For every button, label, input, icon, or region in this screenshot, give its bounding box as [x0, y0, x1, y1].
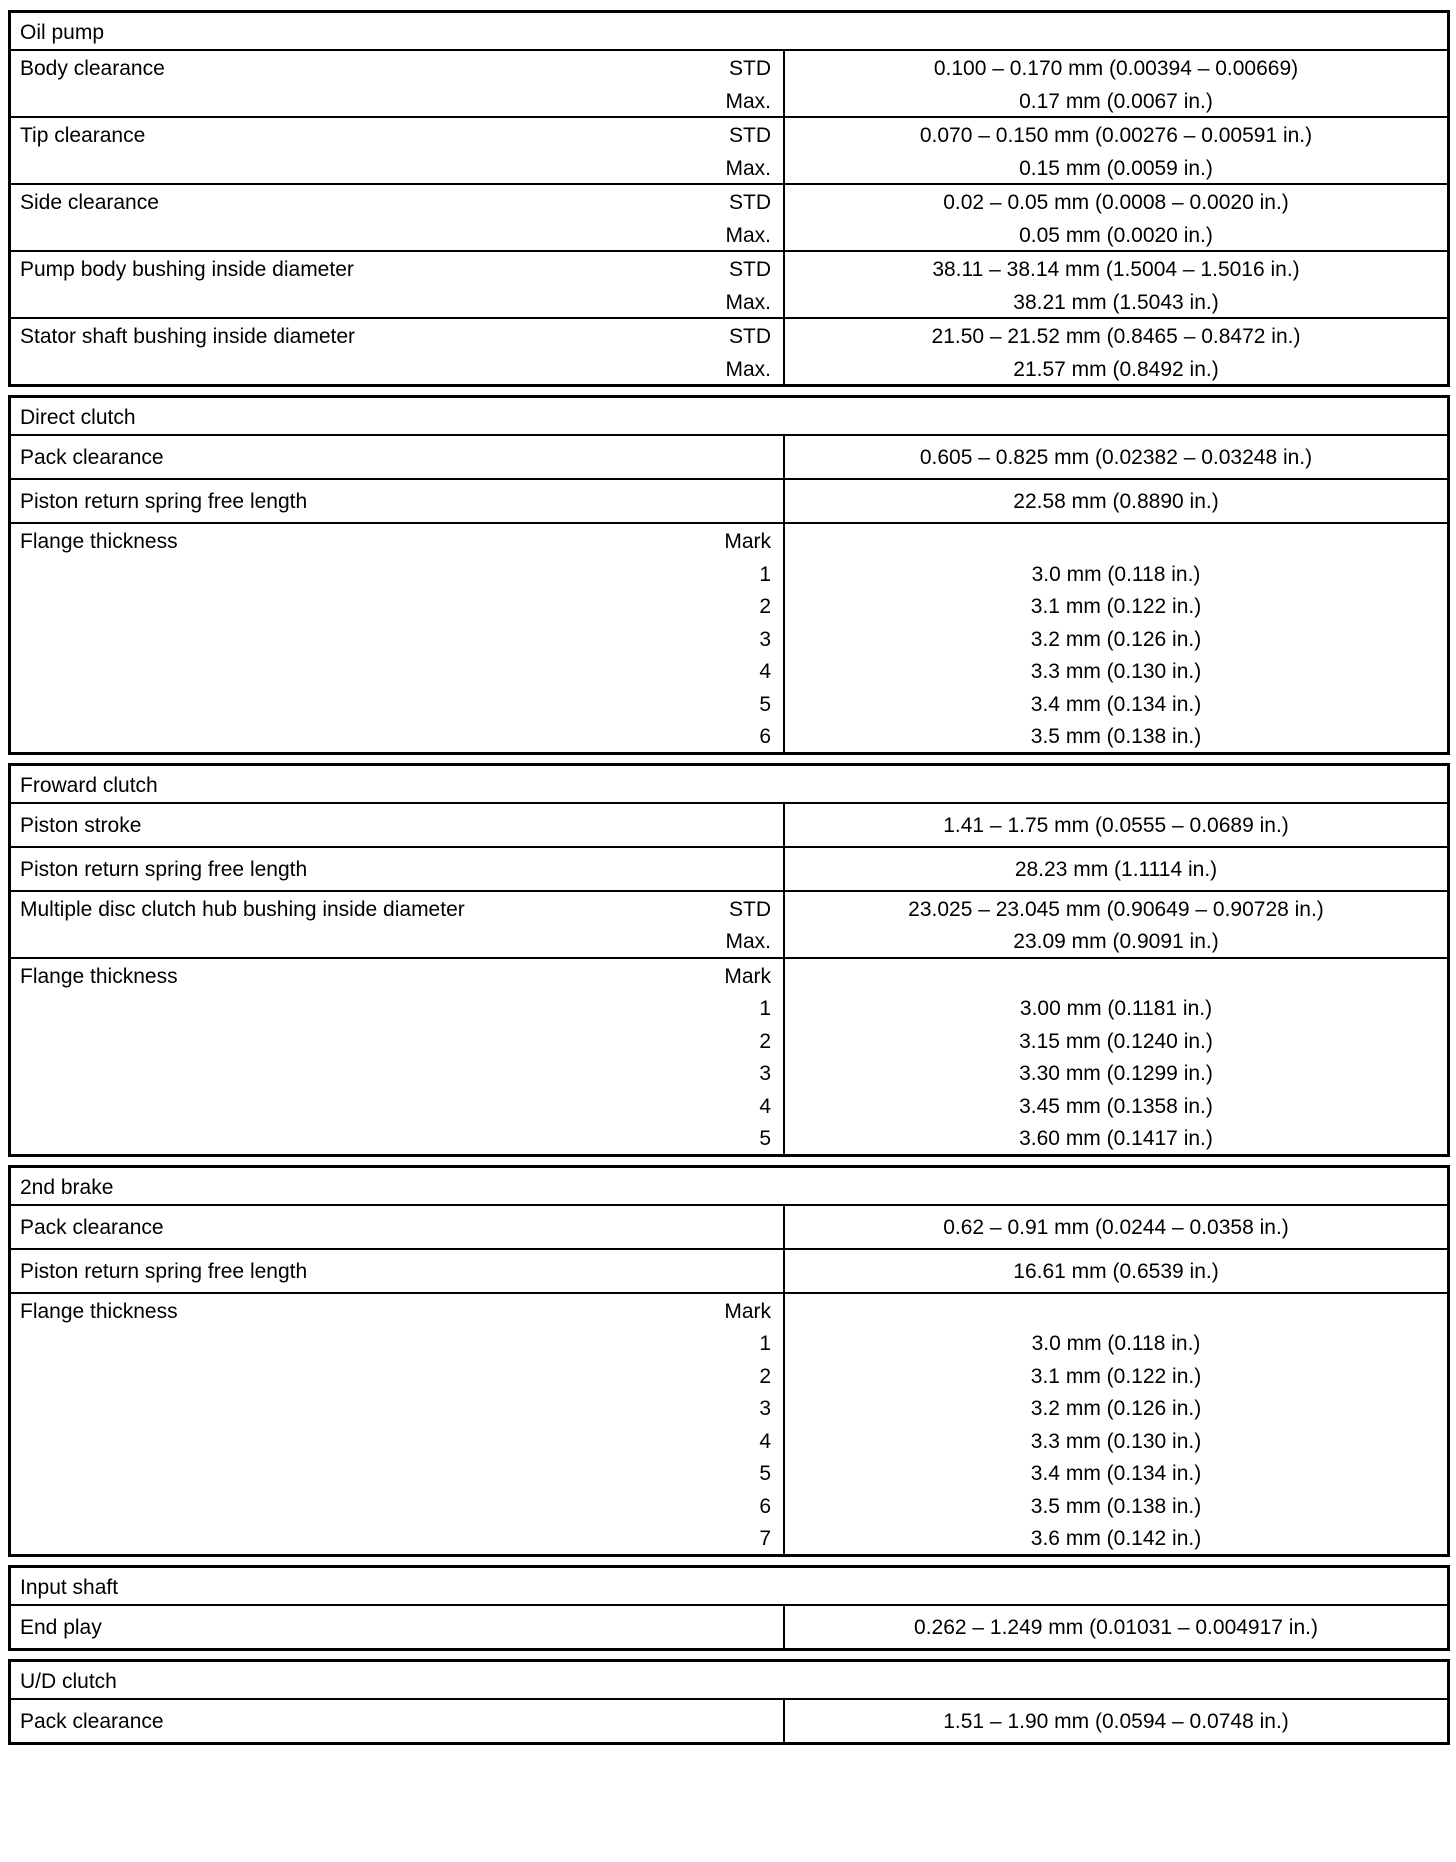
spec-value: 0.62 – 0.91 mm (0.0244 – 0.0358 in.) [943, 1215, 1289, 1239]
spec-value [785, 959, 1447, 992]
section-title: Direct clutch [11, 398, 1447, 436]
spec-condition: 3 [759, 627, 771, 651]
spec-value: 1.51 – 1.90 mm (0.0594 – 0.0748 in.) [943, 1709, 1289, 1733]
spec-row [11, 524, 1447, 752]
spec-condition: 4 [759, 1094, 771, 1118]
spec-value: 3.2 mm (0.126 in.) [1030, 1397, 1202, 1420]
spec-condition: 3 [759, 1397, 771, 1420]
spec-condition: STD [729, 124, 771, 147]
section-u-d-clutch [8, 1659, 1450, 1745]
spec-value: 3.0 mm (0.118 in.) [1031, 562, 1201, 586]
section-title: U/D clutch [11, 1662, 1447, 1700]
spec-value: 23.09 mm (0.9091 in.) [1013, 930, 1219, 953]
spec-row [11, 319, 1447, 384]
spec-value: 0.605 – 0.825 mm (0.02382 – 0.03248 in.) [919, 446, 1313, 469]
spec-value-cell [785, 959, 1447, 1154]
section-title: Froward clutch [11, 766, 1447, 804]
spec-condition: 4 [759, 1429, 771, 1453]
spec-value: 3.2 mm (0.126 in.) [1030, 627, 1202, 651]
spec-value: 3.4 mm (0.134 in.) [1030, 1462, 1202, 1485]
spec-label: Piston return spring free length [11, 848, 785, 890]
spec-row [11, 804, 1447, 848]
spec-condition: 3 [759, 1062, 771, 1085]
spec-label: Flange thickness [20, 530, 178, 553]
spec-condition: Max. [725, 357, 771, 381]
spec-label: Multiple disc clutch hub bushing inside diameter [20, 897, 465, 921]
spec-value: 0.100 – 0.170 mm (0.00394 – 0.00669) [933, 57, 1299, 80]
spec-value [785, 1294, 1447, 1327]
spec-row [11, 252, 1447, 319]
spec-value-cell [785, 319, 1447, 384]
spec-row [11, 1250, 1447, 1294]
spec-condition: Mark [724, 1299, 771, 1323]
spec-condition: Max. [725, 290, 771, 314]
spec-value: 3.6 mm (0.142 in.) [1030, 1527, 1202, 1550]
spec-condition: 2 [759, 1029, 771, 1053]
spec-value-cell [785, 252, 1447, 317]
spec-condition: STD [729, 897, 771, 921]
spec-value-cell [785, 118, 1447, 183]
spec-row [11, 436, 1447, 480]
spec-value: 3.60 mm (0.1417 in.) [1019, 1127, 1213, 1150]
spec-condition: 4 [759, 660, 771, 683]
spec-value: 0.070 – 0.150 mm (0.00276 – 0.00591 in.) [919, 124, 1313, 147]
section-title: 2nd brake [11, 1168, 1447, 1206]
spec-label: Piston return spring free length [11, 1250, 785, 1292]
spec-value: 3.30 mm (0.1299 in.) [1019, 1062, 1213, 1085]
spec-value: 22.58 mm (0.8890 in.) [1013, 490, 1219, 513]
spec-row [11, 1606, 1447, 1648]
spec-condition: STD [729, 258, 771, 281]
spec-label: Pack clearance [11, 436, 785, 478]
spec-value-cell [785, 892, 1447, 957]
spec-condition: Mark [724, 964, 771, 988]
spec-row [11, 1294, 1447, 1554]
spec-condition: Max. [725, 156, 771, 180]
section-oil-pump [8, 10, 1450, 387]
spec-value: 3.15 mm (0.1240 in.) [1019, 1029, 1213, 1053]
spec-label-cell [11, 185, 785, 250]
spec-condition: 5 [759, 692, 771, 716]
spec-value: 3.00 mm (0.1181 in.) [1019, 997, 1213, 1020]
spec-row [11, 185, 1447, 252]
spec-label: Piston return spring free length [11, 480, 785, 522]
spec-label-cell [11, 51, 785, 116]
spec-value-cell [785, 185, 1447, 250]
spec-label: End play [11, 1606, 785, 1648]
spec-label: Piston stroke [11, 804, 785, 846]
spec-label: Pump body bushing inside diameter [20, 258, 354, 281]
spec-row [11, 480, 1447, 524]
spec-value: 28.23 mm (1.1114 in.) [1014, 857, 1218, 881]
spec-label: Tip clearance [20, 124, 146, 147]
spec-condition: Max. [725, 89, 771, 113]
spec-label: Pack clearance [11, 1700, 785, 1742]
spec-row [11, 51, 1447, 118]
spec-value: 21.50 – 21.52 mm (0.8465 – 0.8472 in.) [931, 325, 1301, 348]
spec-label: Side clearance [20, 191, 159, 214]
spec-label: Flange thickness [20, 964, 178, 988]
spec-label: Body clearance [20, 57, 165, 80]
spec-document [8, 10, 1450, 1753]
spec-value: 0.15 mm (0.0059 in.) [1019, 156, 1213, 180]
spec-label-cell [11, 892, 785, 957]
section-direct-clutch [8, 395, 1450, 755]
spec-label-cell [11, 118, 785, 183]
spec-value: 3.45 mm (0.1358 in.) [1019, 1094, 1213, 1118]
spec-row [11, 118, 1447, 185]
spec-condition: STD [729, 191, 771, 214]
spec-value: 3.5 mm (0.138 in.) [1030, 1494, 1202, 1518]
section-input-shaft [8, 1565, 1450, 1651]
spec-condition: STD [729, 325, 771, 348]
section-title: Oil pump [11, 13, 1447, 51]
spec-value: 3.0 mm (0.118 in.) [1031, 1332, 1201, 1355]
spec-value: 3.3 mm (0.130 in.) [1030, 660, 1202, 683]
spec-value: 0.02 – 0.05 mm (0.0008 – 0.0020 in.) [943, 191, 1289, 214]
spec-condition: 1 [759, 997, 771, 1020]
spec-value: 38.21 mm (1.5043 in.) [1013, 290, 1219, 314]
spec-value: 21.57 mm (0.8492 in.) [1013, 357, 1219, 381]
spec-condition: Max. [725, 223, 771, 247]
spec-condition: Max. [725, 930, 771, 953]
spec-value: 23.025 – 23.045 mm (0.90649 – 0.90728 in.) [908, 897, 1324, 921]
spec-condition: Mark [724, 530, 771, 553]
spec-condition: 5 [759, 1462, 771, 1485]
spec-value: 3.5 mm (0.138 in.) [1030, 725, 1202, 748]
spec-value: 3.1 mm (0.122 in.) [1030, 595, 1202, 618]
spec-condition: 6 [759, 1494, 771, 1518]
spec-condition: 5 [759, 1127, 771, 1150]
spec-label-cell [11, 319, 785, 384]
spec-value: 3.4 mm (0.134 in.) [1030, 692, 1202, 716]
spec-condition: 1 [759, 562, 771, 586]
spec-condition: 2 [759, 1364, 771, 1388]
spec-condition: 2 [759, 595, 771, 618]
spec-value: 16.61 mm (0.6539 in.) [1013, 1259, 1219, 1283]
spec-label-cell [11, 1294, 785, 1554]
spec-label-cell [11, 252, 785, 317]
spec-label: Stator shaft bushing inside diameter [20, 325, 356, 348]
spec-condition: 6 [759, 725, 771, 748]
spec-row [11, 1700, 1447, 1742]
spec-value-cell [785, 51, 1447, 116]
spec-value-cell [785, 524, 1447, 752]
spec-row [11, 848, 1447, 892]
spec-value: 0.05 mm (0.0020 in.) [1019, 223, 1213, 247]
section-title: Input shaft [11, 1568, 1447, 1606]
spec-condition: 7 [759, 1527, 771, 1550]
section-2nd-brake [8, 1165, 1450, 1557]
spec-value: 3.1 mm (0.122 in.) [1030, 1364, 1202, 1388]
spec-label-cell [11, 524, 785, 752]
spec-value: 38.11 – 38.14 mm (1.5004 – 1.5016 in.) [932, 258, 1300, 281]
spec-label-cell [11, 959, 785, 1154]
spec-row [11, 892, 1447, 959]
spec-value: 3.3 mm (0.130 in.) [1030, 1429, 1202, 1453]
spec-value: 1.41 – 1.75 mm (0.0555 – 0.0689 in.) [943, 813, 1289, 837]
spec-condition: 1 [759, 1332, 771, 1355]
spec-value [785, 524, 1447, 557]
spec-value-cell [785, 1294, 1447, 1554]
spec-label: Flange thickness [20, 1299, 178, 1323]
spec-condition: STD [729, 57, 771, 80]
spec-label: Pack clearance [11, 1206, 785, 1248]
spec-value: 0.262 – 1.249 mm (0.01031 – 0.004917 in.) [914, 1615, 1318, 1639]
section-froward-clutch [8, 763, 1450, 1157]
spec-value: 0.17 mm (0.0067 in.) [1019, 89, 1213, 113]
spec-row [11, 959, 1447, 1154]
spec-row [11, 1206, 1447, 1250]
